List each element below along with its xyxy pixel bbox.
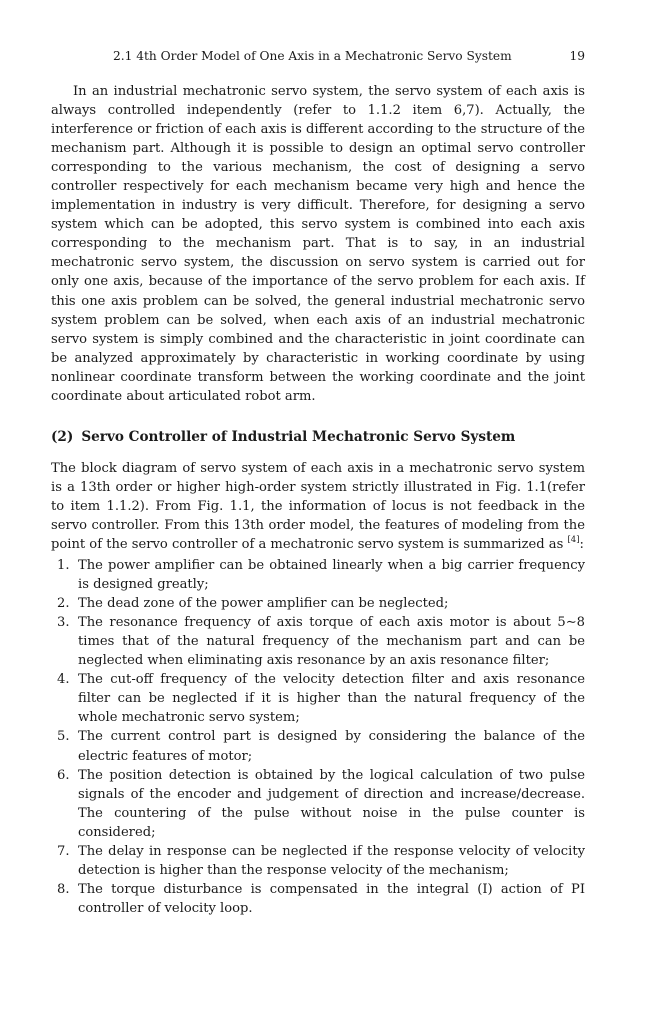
list-item [51, 670, 585, 727]
list-item-number: 6. [57, 767, 70, 783]
list-item [51, 613, 585, 670]
section-heading [51, 428, 585, 447]
list-item-text: The current control part is designed by considering the balance of the electric features of motor; [78, 729, 585, 764]
list-item-text: The cut-off frequency of the velocity detection filter and axis resonance filter can be neglected if it is higher than the natural frequency of the whole mechatronic servo system; [78, 672, 585, 726]
list-item-text: The resonance frequency of axis torque of each axis motor is about 5∼8 times that of the natural frequency of the mechanism part and can be neglected when eliminating axis resonance by an axis resonance filter; [78, 615, 585, 669]
list-item-number: 5. [57, 729, 70, 745]
running-head [51, 46, 585, 66]
list-item [51, 880, 585, 918]
list-item [51, 594, 585, 613]
paragraph-intro: In an industrial mechatronic servo system, the servo system of each axis is always controlled independently (refer to 1.1.2 item 6,7). Actually, the interference or friction of each axis is different according to the structure of the mechanism part. Although it is possible to design an optimal servo controller corresponding to the various mechanism, the cost of designing a servo controller respectively for each mechanism became very high and hence the implementation in industry is very difficult. Therefore, for designing a servo system which can be adopted, this servo system is combined into each axis corresponding to the mechanism part. That is to say, in an industrial mechatronic servo system, the discussion on servo system is carried out for only one axis, because of the importance of the servo problem for each axis. If this one axis problem can be solved, the general industrial mechatronic servo system problem can be solved, when each axis of an industrial mechatronic servo system is simply combined and the characteristic in joint coordinate can be analyzed approximately by characteristic in working coordinate by using nonlinear coordinate transform between the working coordinate and the joint coordinate about articulated robot arm. [51, 84, 585, 404]
list-item [51, 727, 585, 765]
list-item [51, 766, 585, 842]
page-number: 19 [569, 49, 585, 63]
list-item [51, 842, 585, 880]
running-title: 2.1 4th Order Model of One Axis in a Mechatronic Servo System [113, 49, 512, 63]
body-text [51, 82, 585, 918]
list-item-number: 7. [57, 843, 70, 859]
citation-reference: [4] [567, 534, 580, 545]
list-item-number: 4. [57, 672, 70, 688]
section-title: Servo Controller of Industrial Mechatronic Servo System [81, 428, 516, 445]
list-item-text: The dead zone of the power amplifier can be neglected; [78, 596, 449, 612]
paragraph-block-diagram [51, 459, 585, 554]
features-list [51, 556, 585, 918]
section-number: (2) [51, 428, 74, 445]
list-item-number: 2. [57, 596, 70, 612]
list-item-number: 1. [57, 558, 70, 574]
list-item-number: 3. [57, 615, 70, 631]
paragraph-block-diagram-text: The block diagram of servo system of each axis in a mechatronic servo system is a 13th order or higher high-order system strictly illustrated in Fig. 1.1(refer to item 1.1.2). From Fig. 1.1, the information of locus is not feedback in the servo controller. From this 13th order model, the features of modeling from the point of the servo controller of a mechatronic servo system is summarized as [51, 460, 585, 552]
list-item [51, 556, 585, 594]
paragraph-block-diagram-tail: : [579, 536, 584, 552]
list-item-text: The position detection is obtained by the logical calculation of two pulse signals of the encoder and judgement of direction and increase/decrease. The countering of the pulse without noise in the pulse counter is considered; [78, 767, 585, 840]
list-item-text: The torque disturbance is compensated in the integral (I) action of PI controller of velocity loop. [78, 881, 585, 916]
list-item-text: The delay in response can be neglected if the response velocity of velocity detection is higher than the response velocity of the mechanism; [78, 843, 585, 878]
list-item-number: 8. [57, 881, 70, 897]
list-item-text: The power amplifier can be obtained linearly when a big carrier frequency is designed greatly; [78, 558, 585, 593]
book-page [51, 46, 585, 918]
